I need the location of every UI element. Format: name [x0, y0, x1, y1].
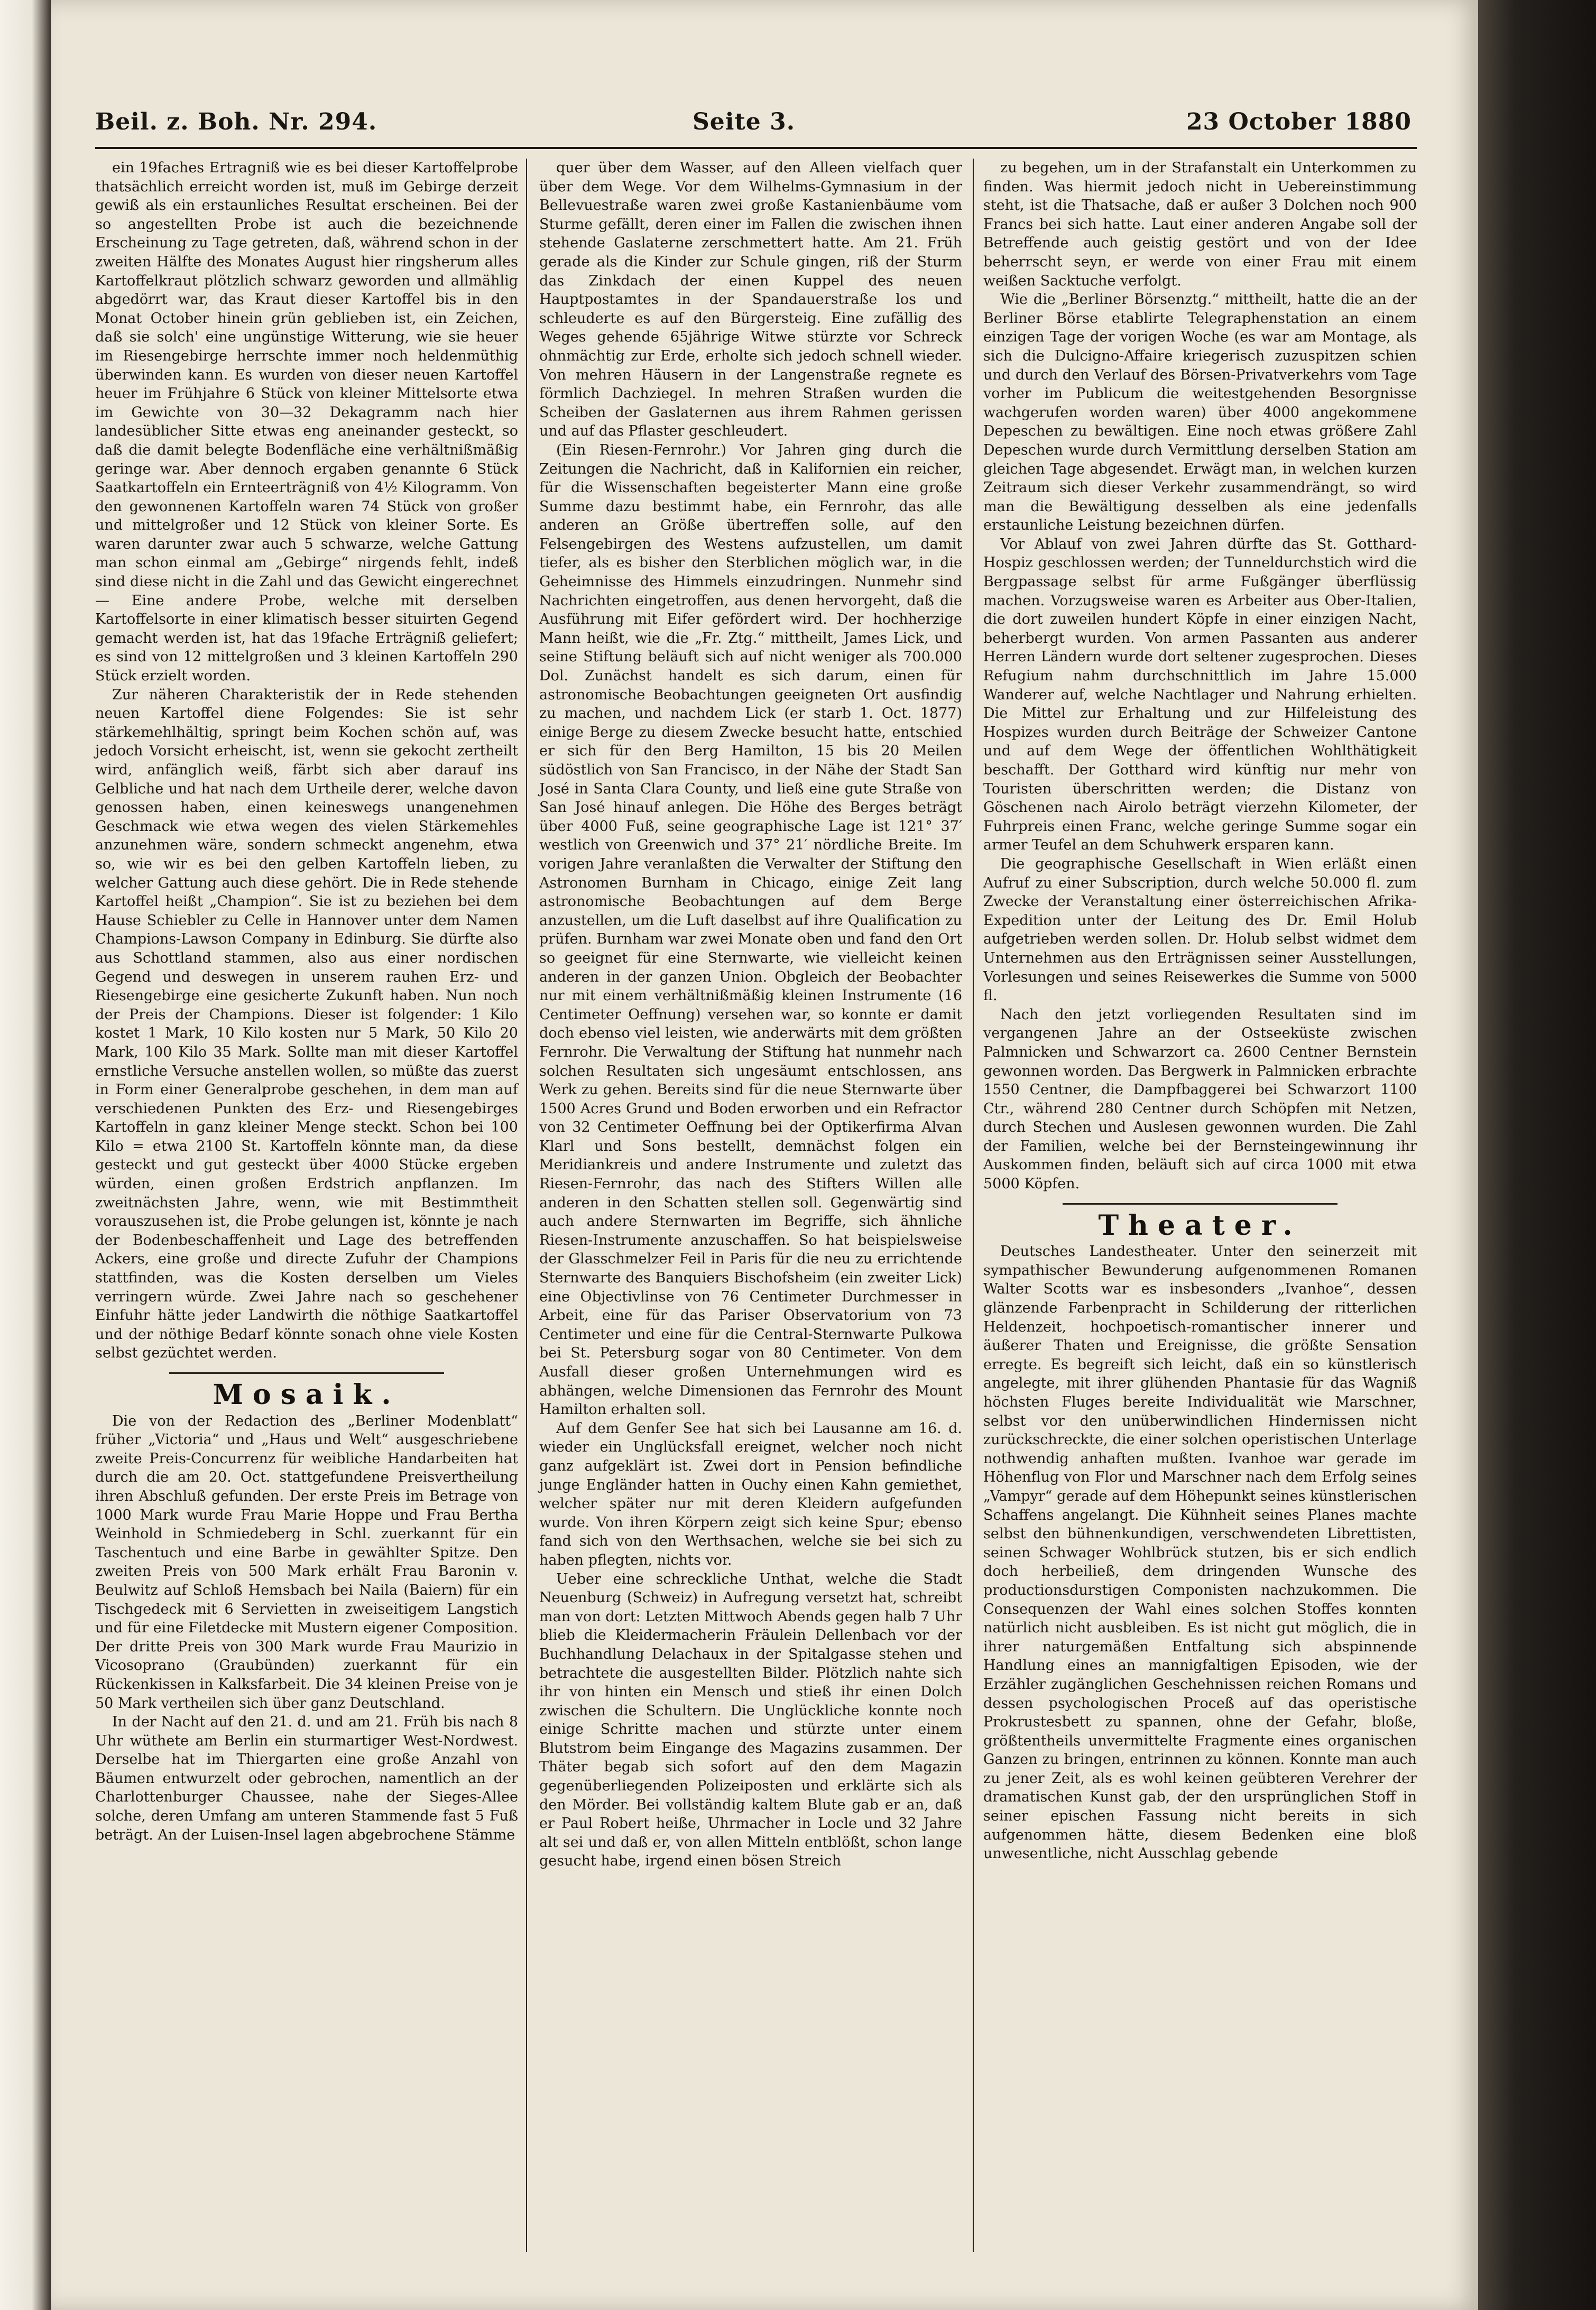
- article-sturm-berlin: In der Nacht auf den 21. d. und am 21. Früh bis nach 8 Uhr wüthete am Berlin ein sturmartiger West-Nordwest. Derselbe hat im Thiergarten eine große Anzahl von Bäumen entwurzelt oder gebrochen, namentlich an der Charlottenburger Chaussee, nahe der Sieges-Allee solche, deren Umfang am unteren Stammende fast 5 Fuß beträgt. An der Luisen-Insel lagen abgebrochene Stämme: [95, 1714, 518, 1843]
- issue-date: 23 October 1880: [1186, 108, 1412, 135]
- article-gotthard: Vor Ablauf von zwei Jahren dürfte das St. Gotthard-Hospiz geschlossen werden; der Tunneldurchstich wird die Bergpassage selbst für arme Fußgänger überflüssig machen. Vorzugsweise waren es Arbeiter aus Ober-Italien, die dort zuweilen hundert Köpfe in einer einzigen Nacht, beherbergt wurden. Von armen Passanten aus anderer Herren Ländern wurde dort seltener zugesprochen. Dieses Refugium nahm durchschnittlich im Jahre 15.000 Wanderer auf, welche Nachtlager und Nahrung erhielten. Die Mittel zur Erhaltung und zur Hilfeleistung des Hospizes wurden durch Beiträge der Schweizer Cantone und auf dem Wege der öffentlichen Wohlthätigkeit beschafft. Der Gotthard wird künftig nur mehr von Touristen überschritten werden; die Distanz von Göschenen nach Airolo beträgt vierzehn Kilometer, der Fuhrpreis einen Franc, welche geringe Summe sogar ein armer Teufel an dem Schuhwerk ersparen kann.: [983, 535, 1417, 854]
- section-title-theater: Theater.: [1098, 1209, 1302, 1242]
- issue-number: Beil. z. Boh. Nr. 294.: [95, 108, 377, 135]
- page-number: Seite 3.: [693, 108, 796, 135]
- article-riesen-fernrohr: (Ein Riesen-Fernrohr.) Vor Jahren ging durch die Zeitungen die Nachricht, daß in Kalifornien ein reicher, für die Wissenschaften begeisterter Mann eine große Summe dazu bestimmt habe, ein Fernrohr, das alle anderen an Größe übertreffen solle, auf den Felsengebirgen des Westens aufzustellen, um damit tiefer, als es bisher den Sterblichen möglich war, in die Geheimnisse des Himmels einzudringen. Nunmehr sind Nachrichten eingetroffen, aus denen hervorgeht, daß die Ausführung mit Eifer gefördert wird. Der hochherzige Mann heißt, wie die „Fr. Ztg.“ mittheilt, James Lick, und seine Stiftung beläuft sich auf nicht weniger als 700.000 Dol. Zunächst handelt es sich darum, einen für astronomische Beobachtungen geeigneten Ort ausfindig zu machen, und nachdem Lick (er starb 1. Oct. 1877) einige Berge zu diesem Zwecke besucht hatte, entschied er sich für den Berg Hamilton, 15 bis 20 Meilen südöstlich von San Francisco, in der Nähe der Stadt San José in Santa Clara County, und ließ eine gute Straße von San José hinauf anlegen. Die Höhe des Berges beträgt über 4000 Fuß, seine geographische Lage ist 121° 37′ westlich von Greenwich und 37° 21′ nördliche Breite. Im vorigen Jahre veranlaßten die Verwalter der Stiftung den Astronomen Burnham in Chicago, einige Zeit lang astronomische Beobachtungen auf dem Berge anzustellen, um die Luft daselbst auf ihre Qualification zu prüfen. Burnham war zwei Monate oben und fand den Ort so geeignet für eine Sternwarte, wie vielleicht keinen anderen in der ganzen Union. Obgleich der Beobachter nur mit einem verhältnißmäßig kleinen Instrumente (16 Centimeter Oeffnung) versehen war, so konnte er damit doch ebenso viel leisten, wie anderwärts mit dem größten Fernrohr. Die Verwaltung der Stiftung hat nunmehr nach solchen Resultaten sich ungesäumt entschlossen, ans Werk zu gehen. Bereits sind für die neue Sternwarte über 1500 Acres Grund und Boden erworben und ein Refractor von 32 Centimeter Oeffnung bei der Optikerfirma Alvan Klarl und Sons bestellt, demnächst folgen ein Meridiankreis und andere Instrumente und zuletzt das Riesen-Fernrohr, das nach des Stifters Willen alle anderen in den Schatten stellen soll. Gegenwärtig sind auch andere Sternwarten im Begriffe, sich ähnliche Riesen-Instrumente anzuschaffen. So hat beispielsweise der Glasschmelzer Feil in Paris für die neu zu errichtende Sternwarte des Banquiers Bischofsheim (ein zweiter Lick) eine Objectivlinse von 76 Centimeter Durchmesser in Arbeit, eine für das Pariser Observatorium von 73 Centimeter und eine für die Central-Sternwarte Pulkowa bei St. Petersburg sogar von 80 Centimeter. Von dem Ausfall dieser großen Unternehmungen wird es abhängen, welche Dimensionen das Fernrohr des Mount Hamilton erhalten soll.: [539, 441, 962, 1418]
- book-binding-edge: [1478, 0, 1596, 2310]
- column-3: [983, 159, 1417, 1863]
- article-boersenztg: Wie die „Berliner Börsenztg.“ mittheilt, hatte die an der Berliner Börse etablirte Telegraphenstation an einem einzigen Tage der vorigen Woche (es war am Montage, als sich die Dulcigno-Affaire kriegerisch zuzuspitzen schien und durch den Verlauf des Börsen-Privatverkehrs vom Tage vorher im Publicum die weitestgehenden Besorgnisse wachgerufen worden waren) über 4000 angekommene Depeschen zu bewältigen. Eine noch etwas größere Zahl Depeschen wurde durch Vermittlung derselben Station am gleichen Tage abgesendet. Erwägt man, in welchen kurzen Zeitraum sich dieser Verkehr zusammendrängt, so wird man die Bewältigung desselben als eine jedenfalls erstaunliche Leistung bezeichnen dürfen.: [983, 291, 1417, 534]
- section-divider: [169, 1372, 444, 1374]
- article-kartoffel-part1: ein 19faches Ertragniß wie es bei dieser Kartoffelprobe thatsächlich erreicht worden ist, muß im Gebirge derzeit gewiß als ein erstaunliches Resultat erscheinen. Bei der so angestellten Probe ist auch die bezeichnende Erscheinung zu Tage getreten, daß, während schon in der zweiten Hälfte des Monates August hier ringsherum alles Kartoffelkraut plötzlich schwarz geworden und allmählig abgedörrt war, das Kraut dieser Kartoffel bis in den Monat October hinein grün geblieben ist, ein Zeichen, daß sie solch' eine ungünstige Witterung, wie sie heuer im Riesengebirge herrschte immer noch heldenmüthig überwinden kann. Es wurden von dieser neuen Kartoffel heuer im Frühjahre 6 Stück von kleiner Mittelsorte etwa im Gewichte von 30—32 Dekagramm nach hier landesüblicher Sitte etwas eng aneinander gesteckt, so daß die damit belegte Bodenfläche eine verhältnißmäßig geringe war. Aber dennoch ergaben genannte 6 Stück Saatkartoffeln ein Ernteerträgniß von 4½ Kilogramm. Von den gewonnenen Kartoffeln waren 74 Stück von großer und mittelgroßer und 12 Stück von kleiner Sorte. Es waren darunter zwar auch 5 schwarze, welche Gattung man schon einmal am „Gebirge“ nirgends fehlt, indeß sind diese nicht in die Zahl und das Gewicht eingerechnet — Eine andere Probe, welche mit derselben Kartoffelsorte in einer klimatisch besser situirten Gegend gemacht werden ist, hat das 19fache Erträgniß geliefert; es sind von 12 mittelgroßen und 3 kleinen Kartoffeln 290 Stück erzielt worden.: [95, 160, 518, 685]
- article-preis-concurrenz: Die von der Redaction des „Berliner Modenblatt“ früher „Victoria“ und „Haus und Welt“ ausgeschriebene zweite Preis-Concurrenz für weibliche Handarbeiten hat durch die am 20. Oct. stattgefundene Preisvertheilung ihren Abschluß gefunden. Der erste Preis im Betrage von 1000 Mark wurde Frau Marie Hoppe und Frau Bertha Weinhold in Schmiedeberg in Schl. zuerkannt für ein Taschentuch und eine Barbe in gewählter Spitze. Den zweiten Preis von 500 Mark erhält Frau Baronin v. Beulwitz auf Schloß Hemsbach bei Naila (Baiern) für ein Tischgedeck mit 6 Servietten in zweiseitigem Langstich und für eine Filetdecke mit Mustern eigener Composition. Der dritte Preis von 300 Mark wurde Frau Maurizio in Vicosoprano (Graubünden) zuerkannt für ein Rückenkissen in Kalksfarbeit. Die 34 kleinen Preise von je 50 Mark vertheilen sich über ganz Deutschland.: [95, 1412, 518, 1712]
- article-bernstein: Nach den jetzt vorliegenden Resultaten sind im vergangenen Jahre an der Ostseeküste zwischen Palmnicken und Schwarzort ca. 2600 Centner Bernstein gewonnen worden. Das Bergwerk in Palmnicken erbrachte 1550 Centner, die Dampfbaggerei bei Schwarzort 1100 Ctr., während 280 Centner durch Schöpfen mit Netzen, durch Stechen und Auslesen gewonnen wurden. Die Zahl der Familien, welche bei der Bernsteingewinnung ihr Auskommen finden, beläuft sich auf circa 1000 mit etwa 5000 Köpfen.: [983, 1006, 1417, 1193]
- article-kartoffel-part2: Zur näheren Charakteristik der in Rede stehenden neuen Kartoffel diene Folgendes: Sie ist sehr stärkemehlhältig, springt beim Kochen schön auf, was jedoch Vorsicht erheischt, ist, wenn sie gekocht zertheilt wird, anfänglich weiß, färbt sich aber darauf ins Gelbliche und hat nach dem Urtheile derer, welche davon genossen haben, einen keineswegs unangenehmen Geschmack wie etwa wegen des vielen Stärkemehles anzunehmen wäre, sondern schmeckt angenehm, etwa so, wie wir es bei den gelben Kartoffeln lieben, zu welcher Gattung auch diese gehört. Die in Rede stehende Kartoffel heißt „Champion“. Sie ist zu beziehen bei dem Hause Schiebler zu Celle in Hannover unter dem Namen Champions-Lawson Company in Edinburg. Sie dürfte also aus Schottland stammen, also aus einer nordischen Gegend und deswegen in unserem rauhen Erz- und Riesengebirge eine gesicherte Zukunft haben. Nun noch der Preis der Champions. Dieser ist folgender: 1 Kilo kostet 1 Mark, 10 Kilo kosten nur 5 Mark, 50 Kilo 20 Mark, 100 Kilo 35 Mark. Sollte man mit dieser Kartoffel ernstliche Versuche anstellen wollen, so müßte das zuerst in Form einer Generalprobe geschehen, in dem man auf verschiedenen Punkten des Erz- und Riesengebirges Kartoffeln in ganz kleiner Menge steckt. Schon bei 100 Kilo = etwa 2100 St. Kartoffeln könnte man, da diese gesteckt und gut gesteckt über 4000 Stücke ergeben würden, einen großen Erdstrich anpflanzen. Im zweitnächsten Jahre, wenn, wie mit Bestimmtheit vorauszusehen ist, die Probe gelungen ist, könnte je nach der Bodenbeschaffenheit und Lage des betreffenden Ackers, eine große und directe Zufuhr der Champions stattfinden, was die Kosten derselben um Vieles verringern würde. Zwei Jahre nach so geschehener Einfuhr hätte jeder Landwirth die nöthige Saatkartoffel und der nöthige Bedarf könnte sonach ohne viele Kosten selbst gezüchtet werden.: [95, 686, 518, 1362]
- article-neuenburg-continued: zu begehen, um in der Strafanstalt ein Unterkommen zu finden. Was hiermit jedoch nicht in Uebereinstimmung steht, ist die Thatsache, daß er außer 3 Dolchen noch 900 Francs bei sich hatte. Laut einer anderen Angabe soll der Betreffende auch geistig gestört und von der Idee beherrscht seyn, er werde von einer Frau mit einem weißen Sacktuche verfolgt.: [983, 160, 1417, 289]
- column-2: [539, 159, 962, 1871]
- header-rule: [95, 147, 1417, 149]
- section-divider: [1063, 1203, 1337, 1205]
- column-divider-1: [526, 159, 527, 2252]
- column-1: [95, 159, 518, 1844]
- column-divider-2: [973, 159, 974, 2252]
- article-neuenburg: Ueber eine schreckliche Unthat, welche die Stadt Neuenburg (Schweiz) in Aufregung versetzt hat, schreibt man von dort: Letzten Mittwoch Abends gegen halb 7 Uhr blieb die Kleidermacherin Fräulein Dellenbach vor der Buchhandlung Delachaux in der Spitalgasse stehen und betrachtete die ausgestellten Bilder. Plötzlich nahte sich ihr von hinten ein Mensch und stieß ihr einen Dolch zwischen die Schultern. Die Unglückliche konnte noch einige Schritte machen und stürzte unter einem Blutstrom beim Eingange des Magazins zusammen. Der Thäter begab sich sofort auf den dem Magazin gegenüberliegenden Polizeiposten und erklärte sich als den Mörder. Bei vollständig kaltem Blute gab er an, daß er Paul Robert heiße, Uhrmacher in Locle und 32 Jahre alt sei und daß er, von allen Mitteln entblößt, schon lange gesucht habe, irgend einen bösen Streich: [539, 1570, 962, 1870]
- article-landestheater: Deutsches Landestheater. Unter den seinerzeit mit sympathischer Bewunderung aufgenommenen Romanen Walter Scotts war es insbesonders „Ivanhoe“, dessen glänzende Farbenpracht in Schilderung der ritterlichen Heldenzeit, hochpoetisch-romantischer innerer und äußerer Thaten und Ereignisse, die größte Sensation erregte. Es begreift sich leicht, daß ein so künstlerisch angelegte, mit ihrer glühenden Phantasie für das Wagniß höchsten Fluges bereite Individualität wie Marschner, selbst vor den unüberwindlichen Hindernissen nicht zurückschreckte, die einer solchen operistischen Unterlage nothwendig anhaften mußten. Ivanhoe war gerade im Höhenflug von Flor und Marschner nach dem Erfolg seines „Vampyr“ gerade auf dem Höhepunkt seines künstlerischen Schaffens angelangt. Die Kühnheit seines Planes machte selbst den bühnenkundigen, verschwendeten Librettisten, seinen Schwager Wohlbrück stutzen, bis er sich endlich doch herbeiließ, dem dringenden Wunsche des productionsdurstigen Componisten nachzukommen. Die Consequenzen der Wahl eines solchen Stoffes konnten natürlich nicht ausbleiben. Es ist nicht gut möglich, die in ihrer naturgemäßen Entfaltung sich abspinnende Handlung eines an mannigfaltigen Episoden, wie der Erzähler zugänglichen Geschehnissen reichen Romans und dessen psychologischen Proceß auf das operistische Prokrustesbett zu spannen, ohne der Gefahr, bloße, größtentheils unvermittelte Fragmente eines organischen Ganzen zu bringen, entrinnen zu können. Konnte man auch zu jener Zeit, als es wohl keinen geübteren Verehrer der dramatischen Kunst gab, der den ursprünglichen Stoff in seiner epischen Fassung nicht bereits in sich aufgenommen hätte, diesem Bedenken eine bloß unwesentliche, nicht Ausschlag gebende: [983, 1243, 1417, 1862]
- section-title-mosaik: Mosaik.: [213, 1379, 401, 1411]
- article-geographische-gesellschaft: Die geographische Gesellschaft in Wien erläßt einen Aufruf zu einer Subscription, durch welche 50.000 fl. zum Zwecke der Veranstaltung einer österreichischen Afrika-Expedition unter der Leitung des Dr. Emil Holub aufgetrieben werden sollen. Dr. Holub selbst widmet dem Unternehmen aus den Erträgnissen seiner Ausstellungen, Vorlesungen und seines Reisewerkes die Summe von 5000 fl.: [983, 855, 1417, 1004]
- article-genfer-see: Auf dem Genfer See hat sich bei Lausanne am 16. d. wieder ein Unglücksfall ereignet, welcher noch nicht ganz aufgeklärt ist. Zwei dort in Pension befindliche junge Engländer hatten in Ouchy einen Kahn gemiethet, welcher später nur mit deren Kleidern aufgefunden wurde. Von ihren Körpern zeigt sich keine Spur; ebenso fand sich von den Werthsachen, welche sie bei sich zu haben pflegten, nichts vor.: [539, 1420, 962, 1568]
- page-header: [95, 108, 1412, 145]
- article-sturm-continued: quer über dem Wasser, auf den Alleen vielfach quer über dem Wege. Vor dem Wilhelms-Gymnasium in der Bellevuestraße waren zwei große Kastanienbäume vom Sturme gefällt, deren einer im Fallen die zwischen ihnen stehende Gaslaterne zerschmettert hatte. Am 21. Früh gerade als die Kinder zur Schule gingen, riß der Sturm das Zinkdach der einen Kuppel des neuen Hauptpostamtes in der Spandauerstraße los und schleuderte es auf den Bürgersteig. Eine zufällig des Weges gehende 65jährige Witwe stürzte vor Schreck ohnmächtig zur Erde, erholte sich jedoch schnell wieder. Von mehren Häusern in der Langenstraße regnete es förmlich Dachziegel. In mehren Straßen wurden die Scheiben der Gaslaternen aus ihrem Rahmen gerissen und auf das Pflaster geschleudert.: [539, 160, 962, 440]
- left-page-margin: [0, 0, 51, 2310]
